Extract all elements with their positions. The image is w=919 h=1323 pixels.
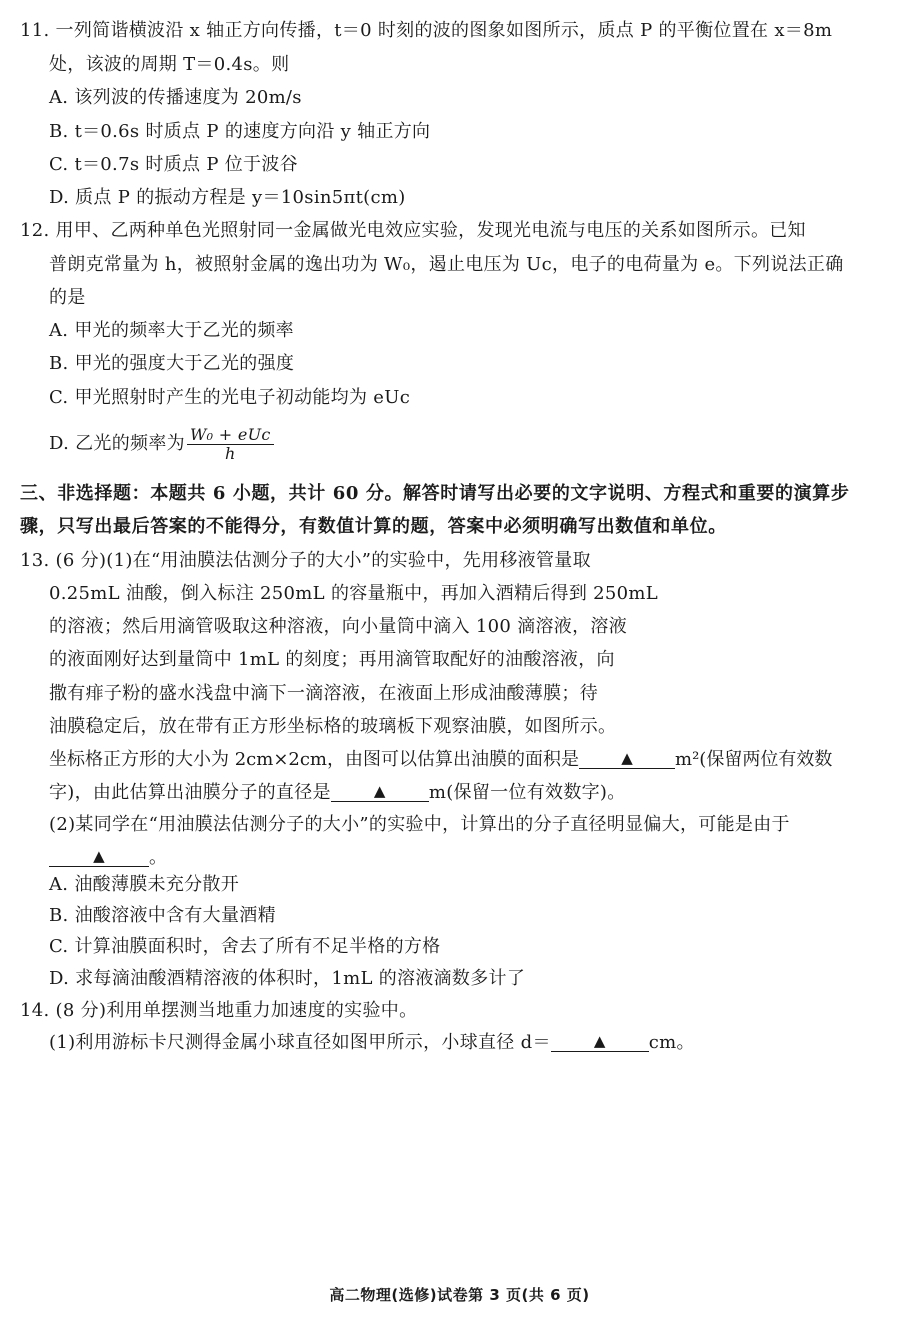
q13-stem-line-8 [49,781,626,805]
q13-stem-line-7 [49,748,832,772]
q13-stem-line-2: 0.25mL 油酸，倒入标注 250mL 的容量瓶中，再加入酒精后得到 250mL [49,583,659,604]
q13-part-2-blank-line [49,846,167,870]
section-3-instructions-line-1: 三、非选择题：本题共 6 小题，共计 60 分。解答时请写出必要的文字说明、方程式和重要的演算步 [20,483,850,504]
q11-option-b: B. t＝0.6s 时质点 P 的速度方向沿 y 轴正方向 [49,121,431,142]
q14-stem-line-1: 14. (8 分)利用单摆测当地重力加速度的实验中。 [20,1000,418,1021]
answer-blank-diameter[interactable]: ▲ [331,781,429,802]
q13-option-c: C. 计算油膜面积时，舍去了所有不足半格的方格 [49,936,441,957]
q13-option-a: A. 油酸薄膜未充分散开 [49,874,240,895]
page-footer: 高二物理(选修)试卷第 3 页(共 6 页) [329,1286,590,1304]
q13-option-d: D. 求每滴油酸酒精溶液的体积时，1mL 的溶液滴数多计了 [49,968,526,989]
q11-option-d: D. 质点 P 的振动方程是 y＝10sin5πt(cm) [49,187,406,208]
q14-diameter-unit: cm。 [648,1032,695,1053]
answer-blank-reason[interactable]: ▲ [49,846,149,867]
answer-blank-area[interactable]: ▲ [579,748,675,769]
q13-part-2-stem: (2)某同学在“用油膜法估测分子的大小”的实验中，计算出的分子直径明显偏大，可能是由于 [49,814,790,835]
q11-stem-line-1: 11. 一列简谐横波沿 x 轴正方向传播，t＝0 时刻的波的图象如图所示，质点 P 的平衡位置在 x＝8m [20,20,833,41]
q13-option-b: B. 油酸溶液中含有大量酒精 [49,905,276,926]
q13-diameter-prompt: 字)，由此估算出油膜分子的直径是 [49,782,331,803]
q12-option-d-fraction [187,426,274,463]
fraction-numerator: W₀ + eUc [187,426,274,445]
q13-stem-line-1: 13. (6 分)(1)在“用油膜法估测分子的大小”的实验中，先用移液管量取 [20,550,591,571]
q12-stem-line-2: 普朗克常量为 h，被照射金属的逸出功为 W₀，遏止电压为 Uc，电子的电荷量为 e。下列说法正确 [49,254,844,275]
q12-option-b: B. 甲光的强度大于乙光的强度 [49,353,295,374]
period: 。 [149,847,168,868]
q12-option-d [49,422,274,466]
q11-stem-line-2: 处，该波的周期 T＝0.4s。则 [49,54,290,75]
answer-blank-ball-diameter[interactable]: ▲ [551,1031,649,1052]
q12-option-a: A. 甲光的频率大于乙光的频率 [49,320,294,341]
q12-option-c: C. 甲光照射时产生的光电子初动能均为 eUc [49,387,411,408]
section-3-instructions-line-2: 骤，只写出最后答案的不能得分，有数值计算的题，答案中必须明确写出数值和单位。 [20,516,727,537]
q14-diameter-prompt: (1)利用游标卡尺测得金属小球直径如图甲所示，小球直径 d＝ [49,1032,551,1053]
q13-stem-line-4: 的液面刚好达到量筒中 1mL 的刻度；再用滴管取配好的油酸溶液，向 [49,649,615,670]
q11-option-c: C. t＝0.7s 时质点 P 位于波谷 [49,154,298,175]
q13-diameter-unit: m(保留一位有效数字)。 [428,782,626,803]
q13-stem-line-6: 油膜稳定后，放在带有正方形坐标格的玻璃板下观察油膜，如图所示。 [49,716,617,737]
q12-stem-line-3: 的是 [49,287,86,308]
q12-stem-line-1: 12. 用甲、乙两种单色光照射同一金属做光电效应实验，发现光电流与电压的关系如图所示。已知 [20,220,806,241]
q12-option-d-prefix: D. 乙光的频率为 [49,433,185,454]
q14-part-1 [49,1031,695,1055]
q11-option-a: A. 该列波的传播速度为 20m/s [49,87,302,108]
q13-area-unit: m²(保留两位有效数 [675,749,833,770]
q13-area-prompt: 坐标格正方形的大小为 2cm×2cm，由图可以估算出油膜的面积是 [49,749,580,770]
q13-stem-line-3: 的溶液；然后用滴管吸取这种溶液，向小量筒中滴入 100 滴溶液，溶液 [49,616,627,637]
q13-stem-line-5: 撒有痱子粉的盛水浅盘中滴下一滴溶液，在液面上形成油酸薄膜；待 [49,683,598,704]
fraction-denominator: h [225,443,236,463]
